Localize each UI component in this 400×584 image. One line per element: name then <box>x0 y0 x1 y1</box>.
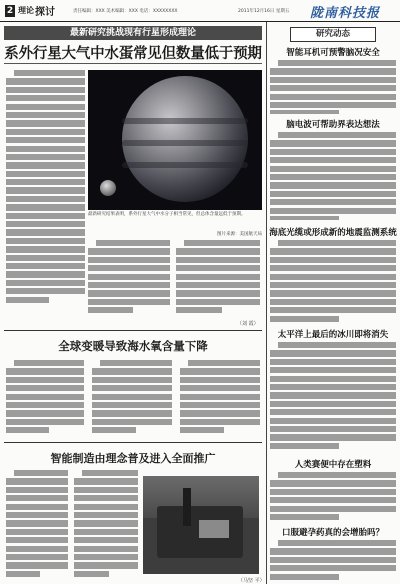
text-line <box>180 385 260 391</box>
text-line <box>74 529 138 535</box>
text-line <box>96 240 170 246</box>
right-item-body <box>270 240 396 322</box>
article-2-col-2 <box>92 360 172 436</box>
text-line <box>270 401 396 407</box>
text-line <box>270 565 396 571</box>
right-item-title: 太平洋上最后的冰川即将消失 <box>277 330 389 340</box>
text-line <box>74 504 138 510</box>
text-line <box>6 271 85 277</box>
right-item-body <box>270 540 396 580</box>
exoplanet-photo <box>88 70 262 210</box>
main-body-col-1 <box>6 70 85 306</box>
text-line <box>270 548 396 554</box>
divider <box>4 330 262 331</box>
text-line <box>74 562 138 568</box>
text-line <box>180 368 260 374</box>
text-line <box>184 240 260 246</box>
article-2-col-1 <box>6 360 84 436</box>
text-line <box>270 359 396 365</box>
text-line <box>270 574 339 580</box>
text-line <box>180 377 260 383</box>
text-line <box>6 368 84 374</box>
text-line <box>270 257 396 263</box>
text-line <box>270 299 396 305</box>
text-line <box>6 554 68 560</box>
text-line <box>88 248 170 254</box>
text-line <box>6 537 68 543</box>
text-line <box>6 146 85 152</box>
text-line <box>92 419 172 425</box>
headline-rule <box>4 63 262 64</box>
text-line <box>88 299 170 305</box>
text-line <box>6 129 85 135</box>
text-line <box>92 377 172 383</box>
text-line <box>6 78 85 84</box>
text-line <box>270 216 339 220</box>
text-line <box>270 274 396 280</box>
article-3-headline: 智能制造由理念普及进入全面推广 <box>50 452 216 465</box>
text-line <box>6 179 85 185</box>
text-line <box>270 282 396 288</box>
article-2-col-3 <box>180 360 260 436</box>
page-number: 2 <box>6 5 14 16</box>
text-line <box>88 307 133 313</box>
text-line <box>92 427 136 433</box>
right-item-body <box>270 60 396 114</box>
text-line <box>6 87 85 93</box>
article-3-col-1 <box>6 470 68 578</box>
text-line <box>270 199 396 205</box>
text-line <box>270 426 396 432</box>
text-line <box>6 297 49 303</box>
text-line <box>270 157 396 163</box>
text-line <box>74 537 138 543</box>
article-3-byline: （马坚 平） <box>238 578 265 584</box>
text-line <box>6 529 68 535</box>
text-line <box>6 419 84 425</box>
article-2-headline: 全球变暖导致海水氧含量下降 <box>58 339 208 353</box>
text-line <box>270 316 339 322</box>
text-line <box>278 60 396 66</box>
text-line <box>74 546 138 552</box>
text-line <box>92 402 172 408</box>
right-item-title: 口服避孕药真的会增胎吗？ <box>281 528 384 538</box>
text-line <box>180 427 224 433</box>
text-line <box>6 377 84 383</box>
text-line <box>270 480 396 486</box>
text-line <box>270 208 396 214</box>
text-line <box>88 290 170 296</box>
text-line <box>6 478 68 484</box>
text-line <box>270 557 396 563</box>
issue-date: 2011年12月16日 星期五 <box>238 9 290 14</box>
text-line <box>176 282 260 288</box>
text-line <box>6 137 85 143</box>
text-line <box>92 385 172 391</box>
text-line <box>270 367 396 373</box>
text-line <box>6 280 85 286</box>
text-line <box>74 571 109 577</box>
text-line <box>88 274 170 280</box>
text-line <box>100 360 172 366</box>
text-line <box>6 112 85 118</box>
text-line <box>270 191 396 197</box>
text-line <box>270 85 396 91</box>
text-line <box>6 104 85 110</box>
text-line <box>88 282 170 288</box>
research-news-title: 研究动态 <box>290 27 376 42</box>
text-line <box>6 95 85 101</box>
text-line <box>270 409 396 415</box>
text-line <box>180 419 260 425</box>
text-line <box>270 392 396 398</box>
editors-line: 责任编辑：XXX 美术编辑：XXX 电话：XXXXXXXX <box>73 8 178 14</box>
text-line <box>6 229 85 235</box>
text-line <box>176 307 222 313</box>
text-line <box>270 506 396 512</box>
factory-photo <box>143 476 259 574</box>
text-line <box>270 443 339 449</box>
text-line <box>6 410 84 416</box>
page-header <box>0 0 400 22</box>
article-3-col-2 <box>74 470 138 578</box>
text-line <box>270 376 396 382</box>
text-line <box>6 162 85 168</box>
right-item-body <box>270 472 396 520</box>
text-line <box>6 495 68 501</box>
main-body-col-3 <box>176 240 260 320</box>
main-kicker: 最新研究挑战现有行星形成理论 <box>4 26 262 40</box>
text-line <box>6 187 85 193</box>
right-item-title: 脑电波可帮助界表达想法 <box>286 120 380 130</box>
text-line <box>6 487 68 493</box>
text-line <box>270 94 396 100</box>
text-line <box>180 410 260 416</box>
text-line <box>6 154 85 160</box>
newspaper-name: 陇南科技报 <box>310 6 381 21</box>
text-line <box>188 360 260 366</box>
text-line <box>6 546 68 552</box>
text-line <box>176 290 260 296</box>
text-line <box>270 434 396 440</box>
text-line <box>6 120 85 126</box>
text-line <box>74 520 138 526</box>
text-line <box>278 472 396 478</box>
text-line <box>88 257 170 263</box>
text-line <box>6 504 68 510</box>
text-line <box>6 394 84 400</box>
main-body-col-2 <box>88 240 170 320</box>
text-line <box>6 562 68 568</box>
text-line <box>6 246 85 252</box>
text-line <box>6 402 84 408</box>
text-line <box>6 213 85 219</box>
text-line <box>278 540 396 546</box>
text-line <box>176 299 260 305</box>
text-line <box>6 238 85 244</box>
text-line <box>270 102 396 108</box>
text-line <box>14 470 68 476</box>
text-line <box>270 384 396 390</box>
right-item-body <box>270 342 396 452</box>
text-line <box>6 512 68 518</box>
text-line <box>74 478 138 484</box>
text-line <box>74 495 138 501</box>
text-line <box>6 427 49 433</box>
text-line <box>180 394 260 400</box>
text-line <box>6 171 85 177</box>
text-line <box>6 255 85 261</box>
text-line <box>270 514 339 520</box>
text-line <box>6 288 85 294</box>
text-line <box>270 290 396 296</box>
text-line <box>92 410 172 416</box>
text-line <box>270 149 396 155</box>
divider <box>4 442 262 443</box>
text-line <box>6 196 85 202</box>
main-byline: （刘 霞） <box>237 321 259 327</box>
text-line <box>180 402 260 408</box>
text-line <box>82 470 138 476</box>
text-line <box>176 265 260 271</box>
text-line <box>270 174 396 180</box>
moon-image <box>100 180 116 196</box>
text-line <box>270 166 396 172</box>
right-item-title: 智能耳机可预警脑况安全 <box>286 48 380 58</box>
text-line <box>6 221 85 227</box>
text-line <box>6 571 40 577</box>
text-line <box>92 394 172 400</box>
text-line <box>278 132 396 138</box>
right-item-title: 海底光缆或形成新的地震监测系统 <box>269 228 397 238</box>
text-line <box>6 204 85 210</box>
text-line <box>88 265 170 271</box>
text-line <box>6 385 84 391</box>
text-line <box>6 520 68 526</box>
text-line <box>270 497 396 503</box>
text-line <box>14 360 84 366</box>
text-line <box>278 342 396 348</box>
text-line <box>278 240 396 246</box>
text-line <box>270 110 339 114</box>
text-line <box>176 274 260 280</box>
text-line <box>270 68 396 74</box>
text-line <box>270 489 396 495</box>
section-name-2: 探讨 <box>35 7 55 18</box>
text-line <box>270 182 396 188</box>
photo-caption: 最新研究结果表明，系外行星大气中水分子相当常见，但总体含量远低于预期。 <box>88 212 246 217</box>
text-line <box>270 350 396 356</box>
text-line <box>176 248 260 254</box>
text-line <box>74 487 138 493</box>
text-line <box>6 263 85 269</box>
text-line <box>74 512 138 518</box>
main-headline: 系外行星大气中水蛋常见但数量低于预期 <box>4 46 262 62</box>
text-line <box>74 554 138 560</box>
text-line <box>270 140 396 146</box>
text-line <box>92 368 172 374</box>
right-item-body <box>270 132 396 220</box>
text-line <box>270 418 396 424</box>
photo-credit: 图片来源：美国航天局 <box>217 232 262 237</box>
text-line <box>270 77 396 83</box>
text-line <box>14 70 85 76</box>
planet-image <box>122 76 248 202</box>
right-item-title: 人类赛便中存在塑料 <box>294 460 372 470</box>
text-line <box>270 248 396 254</box>
section-name: 理论 <box>18 6 34 15</box>
text-line <box>270 265 396 271</box>
text-line <box>176 257 260 263</box>
text-line <box>270 307 396 313</box>
